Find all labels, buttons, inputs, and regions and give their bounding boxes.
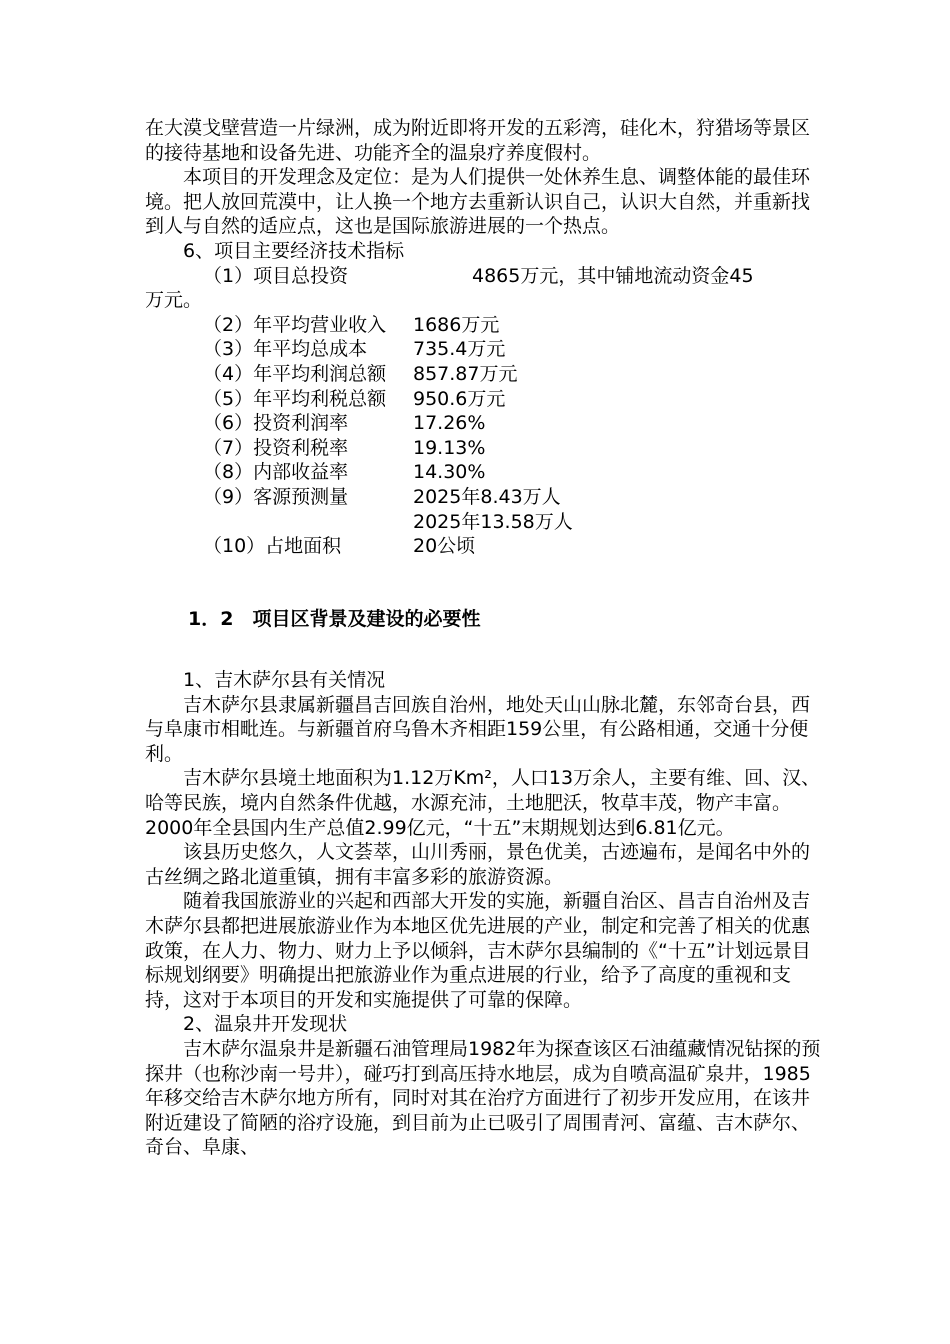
indicator-row	[145, 460, 825, 485]
indicator-value: 2025年13.58万人	[413, 510, 573, 533]
indicator-value: 20公顷	[413, 535, 476, 558]
top-section	[145, 116, 825, 559]
paragraph-indicators-title: 6、项目主要经济技术指标	[183, 239, 405, 262]
paragraph-tourism-policy: 随着我国旅游业的兴起和西部大开发的实施，新疆自治区、昌吉自治州及吉木萨尔县都把进展旅游业作为本地区优先进展的产业，制定和完善了相关的优惠政策，在人力、物力、财力上予以倾斜，吉木萨尔县编制的《“十五”计划远景目标规划纲要》明确提出把旅游业作为重点进展的行业，给予了高度的重视和支持，这对于本项目的开发和实施提供了可靠的保障。	[145, 890, 811, 1011]
indicator-label	[145, 510, 413, 535]
indicator-continuation: 万元。	[145, 289, 203, 312]
indicator-label: （4）年平均利润总额	[203, 362, 387, 385]
paragraph-land-population: 吉木萨尔县境土地面积为1.12万Km²，人口13万余人，主要有维、回、汉、哈等民族，境内自然条件优越，水源充沛，土地肥沃，牧草丰茂，物产丰富。2000年全县国内生产总值2.99亿元，“十五”末期规划达到6.81亿元。	[145, 767, 821, 839]
indicator-row	[145, 485, 825, 510]
indicator-value: 4865万元，其中铺地流动资金45	[472, 264, 754, 287]
indicator-label: （6）投资利润率	[203, 412, 349, 435]
indicator-value: 1686万元	[413, 313, 500, 336]
indicator-row	[145, 510, 825, 535]
paragraph-concept: 本项目的开发理念及定位：是为人们提供一处休养生息、调整体能的最佳环境。把人放回荒漠中，让人换一个地方去重新认识自己，认识大自然，并重新找到人与自然的适应点，这也是国际旅游进展的一个热点。	[145, 166, 811, 238]
indicator-row	[145, 337, 825, 362]
indicator-value: 19.13%	[413, 436, 486, 459]
indicator-value: 17.26%	[413, 412, 486, 435]
indicator-value: 857.87万元	[413, 362, 518, 385]
paragraph-location: 吉木萨尔县隶属新疆昌吉回族自治州，地处天山山脉北麓，东邻奇台县，西与阜康市相毗连。与新疆首府乌鲁木齐相距159公里，有公路相通，交通十分便利。	[145, 693, 811, 765]
paragraph-intro-continuation: 在大漠戈壁营造一片绿洲，成为附近即将开发的五彩湾，硅化木，狩猎场等景区的接待基地和设备先进、功能齐全的温泉疗养度假村。	[145, 117, 811, 164]
paragraph-hot-spring-status: 吉木萨尔温泉井是新疆石油管理局1982年为探查该区石油蕴藏情况钻探的预探井（也称沙南一号井），碰巧打到高压持水地层，成为自喷高温矿泉井，1985年移交给吉木萨尔地方所有，同时对其在治疗方面进行了初步开发应用，在该井附近建设了简陋的浴疗设施，到目前为止已吸引了周围青河、富蕴、吉木萨尔、奇台、阜康、	[145, 1037, 821, 1159]
indicator-row	[145, 264, 825, 289]
indicator-label: （10）占地面积	[203, 535, 342, 558]
indicator-label: （9）客源预测量	[203, 485, 349, 508]
indicator-row	[145, 534, 825, 559]
indicator-label: （1）项目总投资	[203, 264, 349, 287]
subheading-hot-spring: 2、温泉井开发现状	[183, 1013, 348, 1036]
indicator-label: （2）年平均营业收入	[203, 313, 387, 336]
indicator-label: （3）年平均总成本	[203, 338, 368, 361]
indicator-value: 14.30%	[413, 461, 486, 484]
indicator-row	[145, 387, 825, 412]
indicator-row	[145, 313, 825, 338]
indicator-row	[145, 411, 825, 436]
body-section	[145, 668, 825, 1160]
indicator-label: （5）年平均利税总额	[203, 387, 387, 410]
section-heading: 1．2 项目区背景及建设的必要性	[188, 608, 481, 630]
indicator-label: （8）内部收益率	[203, 461, 349, 484]
indicator-row	[145, 362, 825, 387]
indicator-label: （7）投资利税率	[203, 436, 349, 459]
indicator-value: 735.4万元	[413, 338, 506, 361]
subheading-county: 1、吉木萨尔县有关情况	[183, 669, 386, 691]
indicator-value: 950.6万元	[413, 387, 506, 410]
indicator-row	[145, 436, 825, 461]
paragraph-history: 该县历史悠久，人文荟萃，山川秀丽，景色优美，古迹遍布，是闻名中外的古丝绸之路北道重镇，拥有丰富多彩的旅游资源。	[145, 841, 811, 888]
indicator-value: 2025年8.43万人	[413, 485, 561, 508]
